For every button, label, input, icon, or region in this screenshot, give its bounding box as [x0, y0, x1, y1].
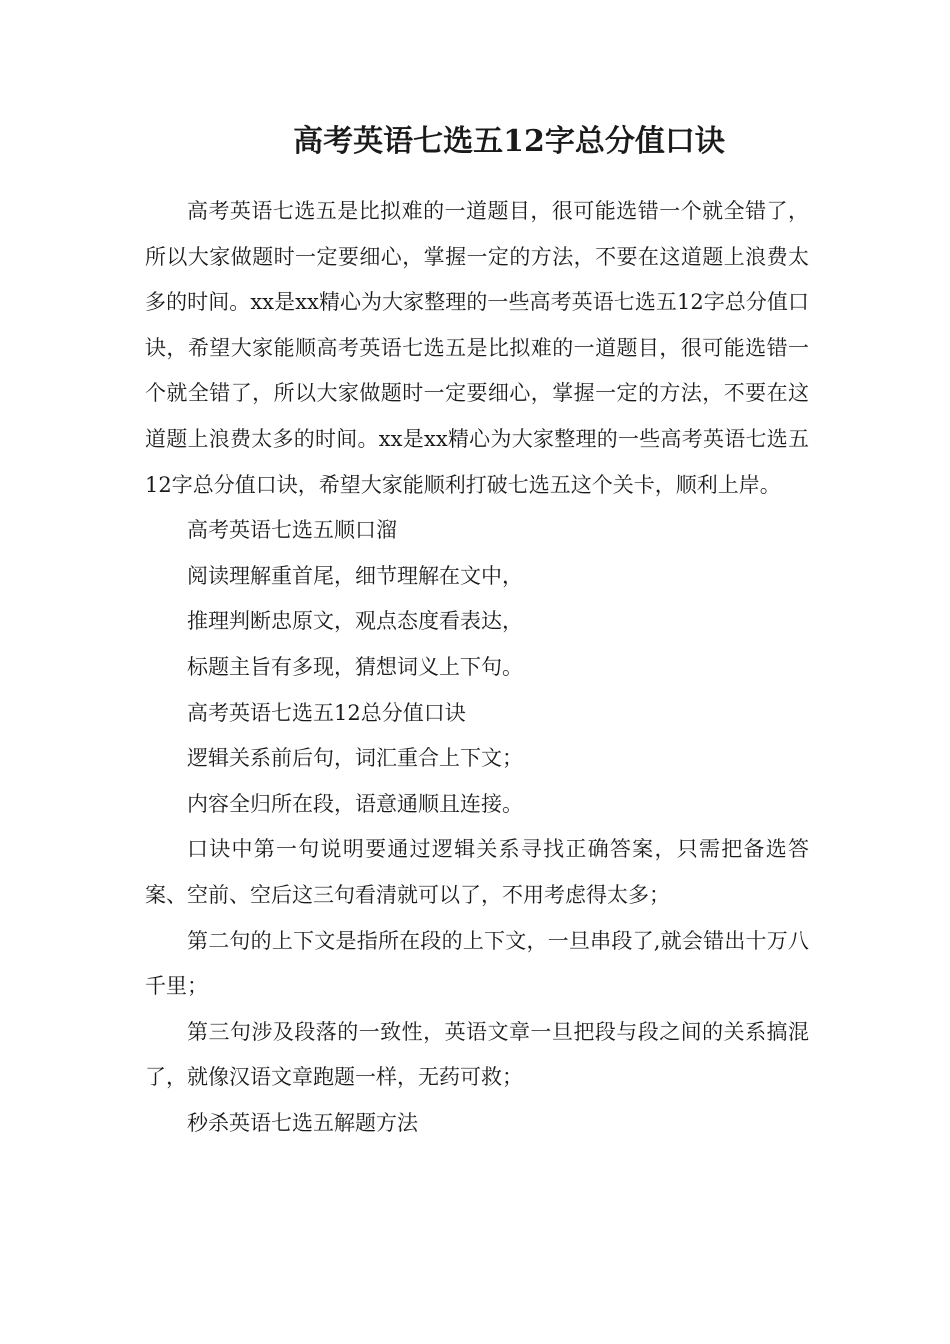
rhyme-line-3: 标题主旨有多现，猜想词义上下句。	[187, 654, 523, 679]
intro-paragraph: 高考英语七选五是比拟难的一道题目，很可能选错一个就全错了，所以大家做题时一定要细心，掌握一定的方法，不要在这道题上浪费太多的时间。xx是xx精心为大家整理的一些高考英语七选五12字总分值口诀，希望大家能顺高考英语七选五是比拟难的一道题目，很可能选错一个就全错了，所以大家做题时一定要细心，掌握一定的方法，不要在这道题上浪费太多的时间。xx是xx精心为大家整理的一些高考英语七选五12字总分值口诀，希望大家能顺利打破七选五这个关卡，顺利上岸。	[145, 199, 809, 497]
section-heading-rhyme: 高考英语七选五顺口溜	[187, 518, 397, 543]
formula-line-2: 内容全归所在段，语意通顺且连接。	[187, 791, 523, 816]
section-heading-method: 秒杀英语七选五解题方法	[187, 1110, 418, 1135]
section-heading-formula: 高考英语七选五12总分值口诀	[187, 700, 466, 725]
rhyme-line-1: 阅读理解重首尾，细节理解在文中，	[187, 563, 523, 588]
formula-line-1: 逻辑关系前后句，词汇重合上下文；	[187, 746, 523, 771]
rhyme-line-2: 推理判断忠原文，观点态度看表达，	[187, 609, 523, 634]
document-title: 高考英语七选五12字总分值口诀	[293, 124, 725, 159]
explanation-paragraph-2: 第二句的上下文是指所在段的上下文，一旦串段了,就会错出十万八千里；	[145, 928, 809, 999]
document-body	[145, 189, 809, 1146]
explanation-paragraph-3: 第三句涉及段落的一致性，英语文章一旦把段与段之间的关系搞混了，就像汉语文章跑题一样，无药可救；	[145, 1019, 809, 1090]
explanation-paragraph-1: 口诀中第一句说明要通过逻辑关系寻找正确答案，只需把备选答案、空前、空后这三句看清就可以了，不用考虑得太多；	[145, 837, 809, 907]
